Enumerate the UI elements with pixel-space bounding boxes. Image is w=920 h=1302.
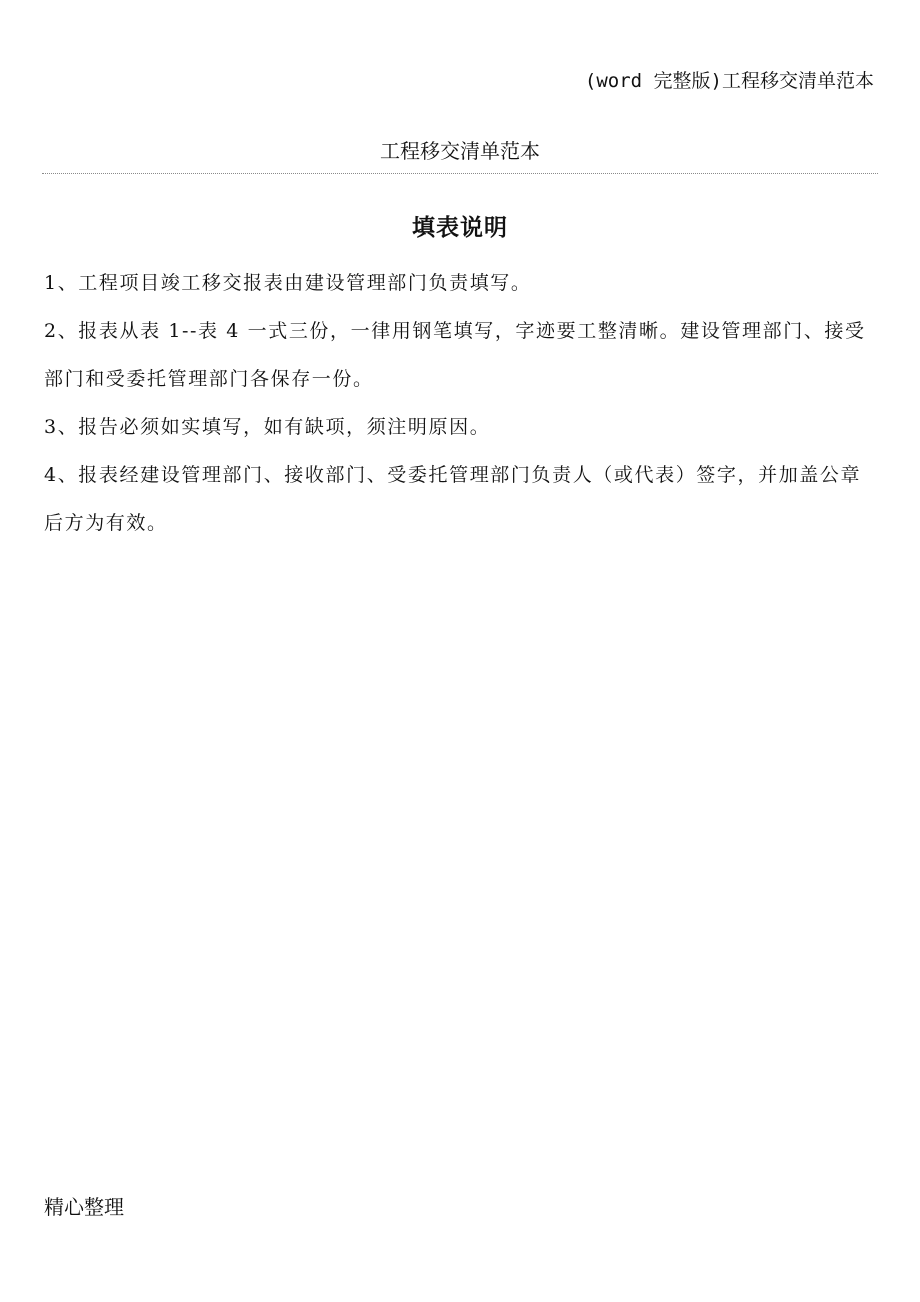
document-title: 工程移交清单范本 <box>380 139 540 163</box>
instruction-item-2: 2、报表从表 1--表 4 一式三份，一律用钢笔填写，字迹要工整清晰。建设管理部门、接受部门和受委托管理部门各保存一份。 <box>44 320 866 390</box>
section-heading-instructions: 填表说明 <box>412 214 508 241</box>
instruction-item-3: 3、报告必须如实填写，如有缺项，须注明原因。 <box>44 416 491 438</box>
running-header-title: (word 完整版)工程移交清单范本 <box>584 70 874 92</box>
footer-note: 精心整理 <box>44 1195 124 1219</box>
instruction-item-4: 4、报表经建设管理部门、接收部门、受委托管理部门负责人（或代表）签字，并加盖公章后方为有效。 <box>44 464 862 534</box>
instruction-item-1: 1、工程项目竣工移交报表由建设管理部门负责填写。 <box>44 272 532 294</box>
header-divider <box>42 173 878 174</box>
instructions-list <box>44 259 880 547</box>
